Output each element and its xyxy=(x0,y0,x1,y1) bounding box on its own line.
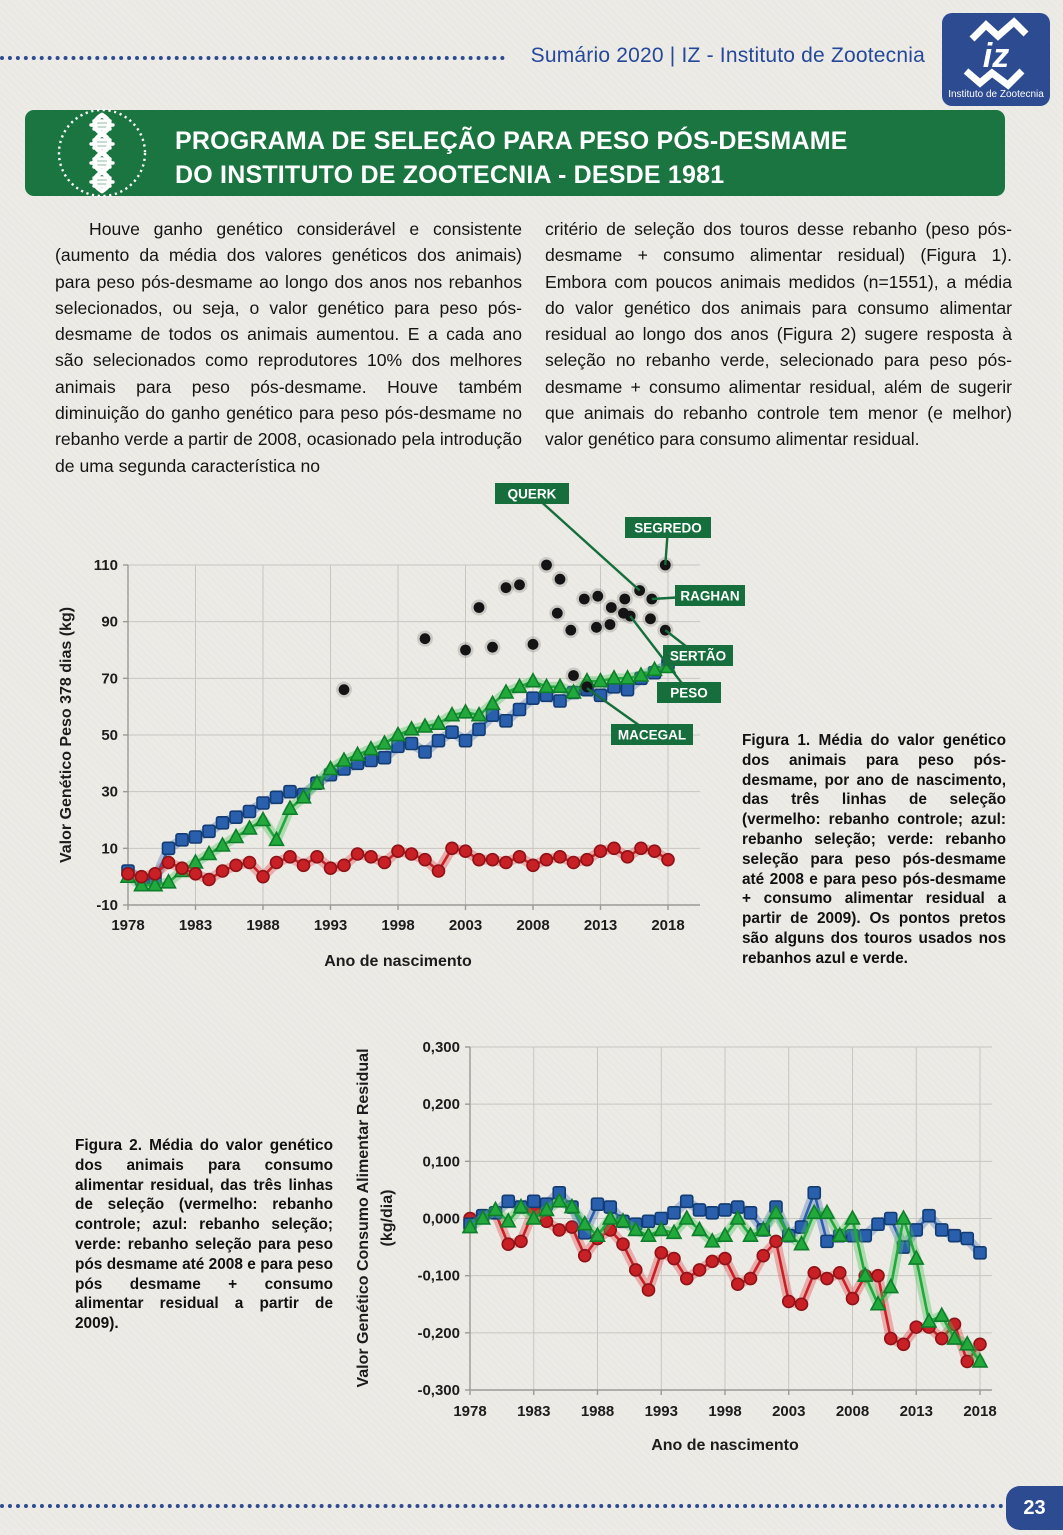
article-column-left: Houve ganho genético considerável e consistente (aumento da média dos valores genéticos dos animais) para peso pós-desmame ao longo dos anos nos rebanhos selecionados, ou seja, o valor genético para peso pós-desmame de todos os animais aumentou. E a cada ano são selecionados como reprodutores 10% dos melhores animais para peso pós-desmame. Houve também diminuição do ganho genético para peso pós-desmame no rebanho verde a partir de 2008, ocasionado pela introdução de uma segunda característica no xyxy=(55,219,522,476)
iz-logo-icon xyxy=(942,13,1050,106)
footer-dotted-rule xyxy=(0,1504,1012,1508)
svg-text:1998: 1998 xyxy=(381,917,415,934)
svg-text:0,300: 0,300 xyxy=(422,1039,460,1056)
figure2-chart xyxy=(352,1030,1040,1485)
svg-text:2008: 2008 xyxy=(516,917,550,934)
svg-text:1988: 1988 xyxy=(580,1403,615,1420)
svg-text:MACEGAL: MACEGAL xyxy=(617,727,687,743)
svg-text:1993: 1993 xyxy=(644,1403,678,1420)
svg-text:-10: -10 xyxy=(96,897,118,914)
figure1-caption: Figura 1. Média do valor genético dos animais para peso pós-desmame, por ano de nascimento, das três linhas de seleção (vermelho: rebanho controle; azul: rebanho seleção; verde: rebanho seleção para peso pós-desmame até 2008 e para peso pós-desmame + consumo alimentar residual a partir de 2009). Os pontos pretos são alguns dos touros usados nos rebanhos azul e verde. xyxy=(742,732,1006,967)
figure2-caption: Figura 2. Média do valor genético dos animais para consumo alimentar residual, das três linhas de seleção (vermelho: rebanho controle; azul: rebanho seleção; verde: rebanho seleção para peso pós desmame até 2008 e para peso pós desmame + consumo alimentar residual a partir de 2009). xyxy=(75,1137,333,1333)
svg-text:1998: 1998 xyxy=(708,1403,742,1420)
svg-text:QUERK: QUERK xyxy=(507,486,557,502)
article-title-line1: PROGRAMA DE SELEÇÃO PARA PESO PÓS-DESMAME xyxy=(175,127,848,155)
svg-text:50: 50 xyxy=(101,727,118,744)
svg-text:SEGREDO: SEGREDO xyxy=(634,520,702,536)
figure1-chart xyxy=(55,468,747,998)
svg-text:-0,200: -0,200 xyxy=(417,1324,460,1342)
svg-text:30: 30 xyxy=(101,783,118,801)
svg-text:2003: 2003 xyxy=(448,917,483,934)
svg-text:-0,100: -0,100 xyxy=(417,1267,460,1285)
svg-text:SERTÃO: SERTÃO xyxy=(669,648,727,664)
svg-text:70: 70 xyxy=(101,670,118,688)
svg-text:1983: 1983 xyxy=(178,917,213,934)
article-title xyxy=(175,124,985,192)
article-title-banner xyxy=(25,110,1005,196)
svg-text:0,000: 0,000 xyxy=(422,1210,460,1228)
svg-text:0,100: 0,100 xyxy=(422,1153,460,1171)
iz-logo xyxy=(942,13,1050,106)
svg-text:110: 110 xyxy=(93,557,118,574)
svg-text:iz: iz xyxy=(982,37,1010,75)
svg-text:0,200: 0,200 xyxy=(422,1096,460,1114)
page-number-badge: 23 xyxy=(1006,1486,1063,1530)
svg-text:90: 90 xyxy=(101,613,118,631)
svg-text:2008: 2008 xyxy=(835,1403,870,1420)
article-title-line2: DO INSTITUTO DE ZOOTECNIA - DESDE 1981 xyxy=(175,161,725,189)
svg-text:2013: 2013 xyxy=(583,917,618,934)
svg-text:2013: 2013 xyxy=(899,1403,933,1420)
svg-text:PESO: PESO xyxy=(670,685,708,701)
svg-text:Valor Genético Peso 378 dias (: Valor Genético Peso 378 dias (kg) xyxy=(58,606,75,864)
header-summary-text: Sumário 2020 | IZ - Instituto de Zootecnia xyxy=(530,44,925,67)
iz-logo-caption: Instituto de Zootecnia xyxy=(948,89,1044,100)
svg-text:2018: 2018 xyxy=(963,1403,997,1420)
svg-text:1978: 1978 xyxy=(111,917,145,934)
svg-text:2018: 2018 xyxy=(651,917,685,934)
svg-text:-0,300: -0,300 xyxy=(417,1382,460,1399)
svg-text:Ano de nascimento: Ano de nascimento xyxy=(651,1437,799,1454)
svg-text:RAGHAN: RAGHAN xyxy=(680,588,740,604)
svg-text:Valor Genético Consumo Aliment: Valor Genético Consumo Alimentar Residual xyxy=(355,1048,372,1388)
dna-icon xyxy=(55,106,149,200)
svg-text:1988: 1988 xyxy=(246,917,280,934)
svg-text:2003: 2003 xyxy=(772,1403,806,1420)
svg-text:1993: 1993 xyxy=(313,917,348,934)
svg-text:1978: 1978 xyxy=(453,1403,487,1420)
svg-text:1983: 1983 xyxy=(517,1403,551,1420)
svg-text:10: 10 xyxy=(101,840,118,858)
svg-text:(kg/dia): (kg/dia) xyxy=(379,1189,396,1247)
article-column-right: critério de seleção dos touros desse rebanho (peso pós-desmame + consumo alimentar residual) (Figura 1). Embora com poucos animais medidos (n=1551), a média do valor genético dos animais para consumo alimentar residual ao longo dos anos (Figura 2) sugere resposta à seleção no rebanho verde, selecionado para peso pós-desmame + consumo alimentar residual, além de sugerir que animais do rebanho controle tem menor (e melhor) valor genético para consumo alimentar residual. xyxy=(545,219,1012,450)
svg-text:Ano de nascimento: Ano de nascimento xyxy=(324,953,472,970)
